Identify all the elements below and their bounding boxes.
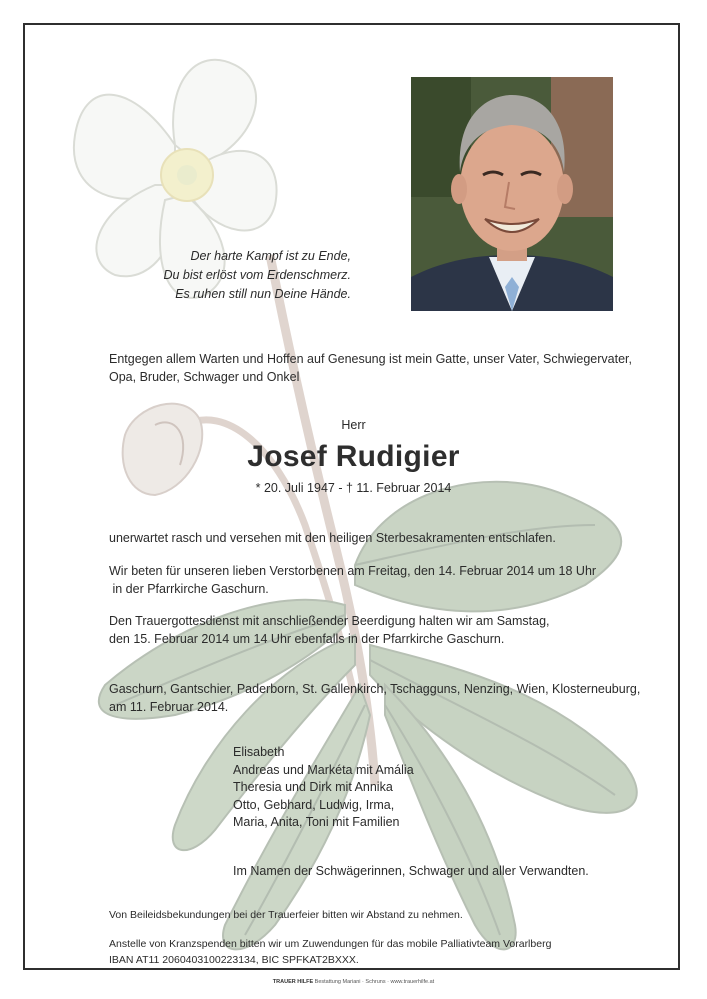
funeral-text: [109, 612, 550, 648]
deceased-name: Josef Rudigier: [247, 440, 460, 473]
prayer-line: Wir beten für unseren lieben Verstorbenen am Freitag, den 14. Februar 2014 um 18 Uhr: [109, 564, 597, 578]
prayer-text: [109, 562, 596, 598]
intro-text: [109, 350, 632, 386]
family-members: Elisabeth: [233, 745, 285, 759]
donation-note: [109, 937, 551, 968]
donation-line: Anstelle von Kranzspenden bitten wir um Zuwendungen für das mobile Palliativteam Vorarlberg: [109, 938, 552, 950]
memorial-quote: [115, 247, 351, 304]
obituary-card: [23, 23, 680, 970]
portrait-photo: [411, 77, 613, 311]
life-dates: * 20. Juli 1947 - † 11. Februar 2014: [255, 481, 452, 495]
relatives-note: Im Namen der Schwägerinnen, Schwager und aller Verwandten.: [233, 864, 589, 878]
prayer-line: in der Pfarrkirche Gaschurn.: [109, 582, 269, 596]
intro-line: Entgegen allem Warten und Hoffen auf Genesung ist mein Gatte, unser Vater, Schwiegervater,: [109, 352, 632, 366]
quote-line: Der harte Kampf ist zu Ende,: [190, 249, 351, 263]
places-line: Gaschurn, Gantschier, Paderborn, St. Gallenkirch, Tschagguns, Nenzing, Wien, Klosterneuburg,: [109, 682, 641, 696]
footer-imprint: [0, 979, 707, 985]
footer-text: Bestattung Mariani · Schruns · www.trauerhilfe.at: [314, 979, 435, 985]
funeral-line: den 15. Februar 2014 um 14 Uhr ebenfalls in der Pfarrkirche Gaschurn.: [109, 632, 505, 646]
funeral-line: Den Trauergottesdienst mit anschließender Beerdigung halten wir am Samstag,: [109, 614, 550, 628]
quote-line: Es ruhen still nun Deine Hände.: [175, 287, 351, 301]
places-text: [109, 680, 640, 716]
intro-line: Opa, Bruder, Schwager und Onkel: [109, 370, 300, 384]
footer-brand: TRAUER HILFE: [272, 979, 314, 985]
places-line: am 11. Februar 2014.: [109, 700, 229, 714]
death-text: unerwartet rasch und versehen mit den heiligen Sterbesakramenten entschlafen.: [109, 531, 556, 545]
family-members: Theresia und Dirk mit Annika: [233, 780, 393, 794]
condolence-note: Von Beileidsbekundungen bei der Trauerfeier bitten wir Abstand zu nehmen.: [109, 909, 463, 921]
family-members: Andreas und Markéta mit Amália: [233, 762, 414, 777]
family-members: Otto, Gebhard, Ludwig, Irma,: [233, 797, 395, 812]
family-members: Maria, Anita, Toni mit Familien: [233, 815, 400, 829]
donation-line: IBAN AT11 2060403100223134, BIC SPFKAT2BXXX.: [109, 953, 359, 966]
salutation: Herr: [341, 418, 366, 432]
quote-line: Du bist erlöst vom Erdenschmerz.: [163, 268, 351, 282]
